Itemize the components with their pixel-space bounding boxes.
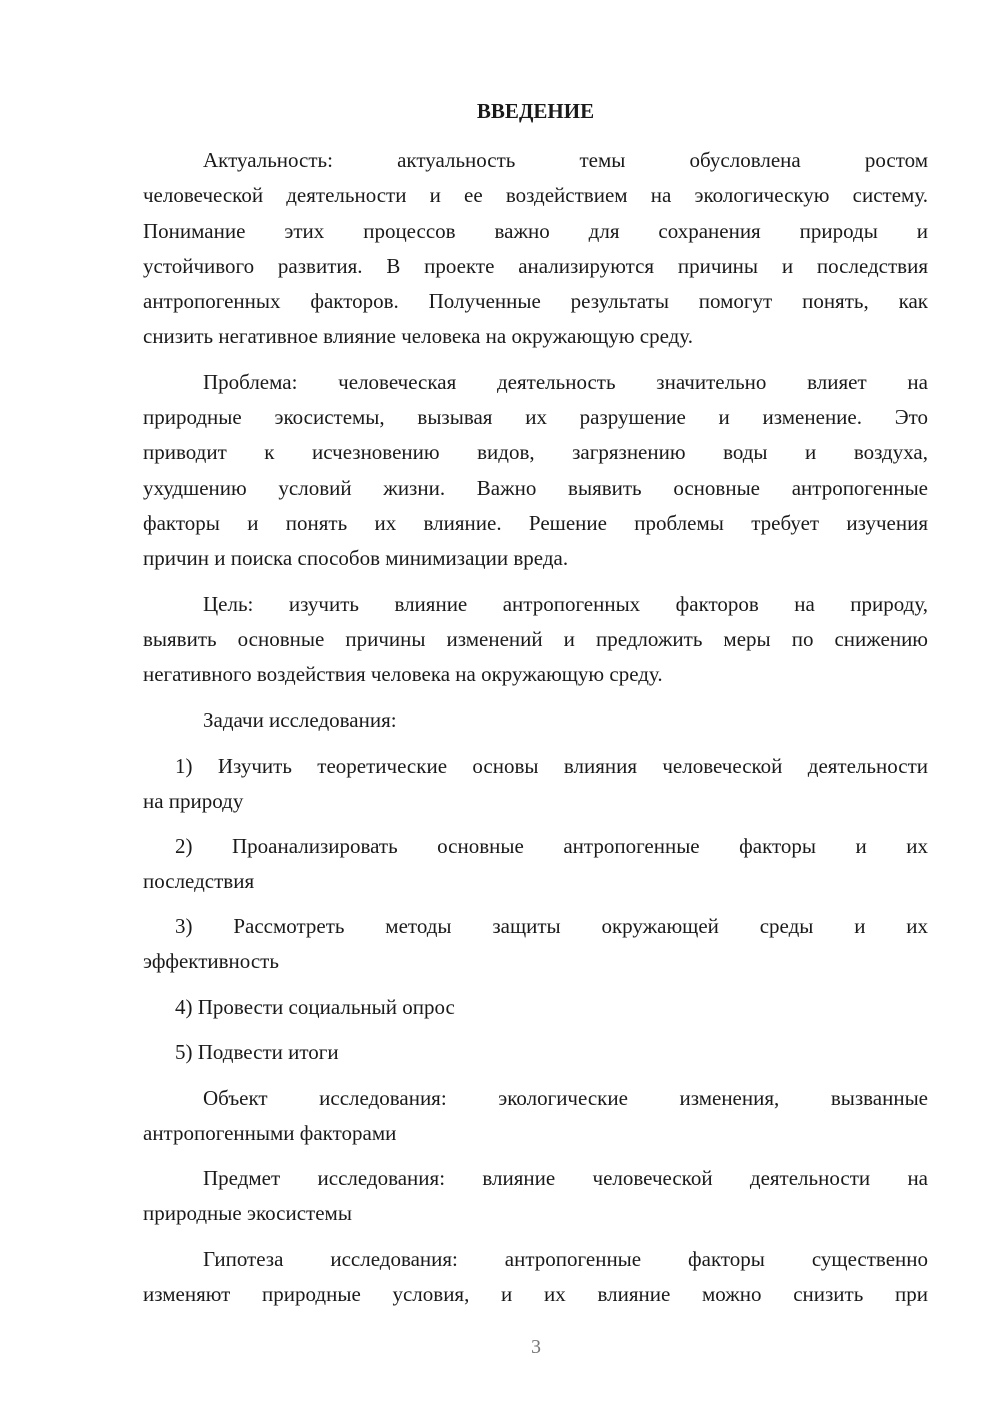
page-number: 3 (531, 1336, 541, 1358)
relevance-line-1: Актуальность: актуальность темы обусловлена ростом (203, 148, 928, 172)
tasks-heading: Задачи исследования: (203, 708, 397, 732)
section-heading: ВВЕДЕНИЕ (476, 99, 595, 123)
task-2-line-1: 2) Проанализировать основные антропогенные факторы и их (175, 834, 928, 858)
problem-line-4: ухудшению условий жизни. Важно выявить основные антропогенные (143, 476, 928, 500)
object-line-2: антропогенными факторами (143, 1121, 397, 1145)
task-5: 5) Подвести итоги (175, 1040, 339, 1064)
task-2-line-2: последствия (143, 869, 255, 893)
hypothesis-line-1: Гипотеза исследования: антропогенные факторы существенно (203, 1247, 928, 1271)
subject-line-2: природные экосистемы (143, 1201, 352, 1225)
problem-line-5: факторы и понять их влияние. Решение проблемы требует изучения (143, 511, 928, 535)
task-3-line-1: 3) Рассмотреть методы защиты окружающей среды и их (175, 914, 928, 938)
goal-line-3: негативного воздействия человека на окружающую среду. (143, 662, 663, 686)
goal-line-1: Цель: изучить влияние антропогенных факторов на природу, (203, 592, 928, 616)
task-1-line-2: на природу (143, 789, 244, 813)
goal-line-2: выявить основные причины изменений и предложить меры по снижению (143, 627, 928, 651)
relevance-line-3: Понимание этих процессов важно для сохранения природы и (143, 219, 928, 243)
relevance-line-2: человеческой деятельности и ее воздействием на экологическую систему. (143, 183, 928, 207)
problem-line-2: природные экосистемы, вызывая их разрушение и изменение. Это (143, 405, 928, 429)
hypothesis-line-2: изменяют природные условия, и их влияние можно снизить при (143, 1282, 928, 1306)
task-1-line-1: 1) Изучить теоретические основы влияния человеческой деятельности (175, 754, 928, 778)
object-line-1: Объект исследования: экологические изменения, вызванные (203, 1086, 928, 1110)
relevance-line-5: антропогенных факторов. Полученные результаты помогут понять, как (143, 289, 928, 313)
task-3-line-2: эффективность (143, 949, 279, 973)
subject-line-1: Предмет исследования: влияние человеческой деятельности на (203, 1166, 928, 1190)
problem-line-1: Проблема: человеческая деятельность значительно влияет на (203, 370, 928, 394)
problem-line-3: приводит к исчезновению видов, загрязнению воды и воздуха, (143, 440, 928, 464)
relevance-line-6: снизить негативное влияние человека на окружающую среду. (143, 324, 693, 348)
problem-line-6: причин и поиска способов минимизации вреда. (143, 546, 569, 570)
relevance-line-4: устойчивого развития. В проекте анализируются причины и последствия (143, 254, 928, 278)
task-4: 4) Провести социальный опрос (175, 995, 455, 1019)
